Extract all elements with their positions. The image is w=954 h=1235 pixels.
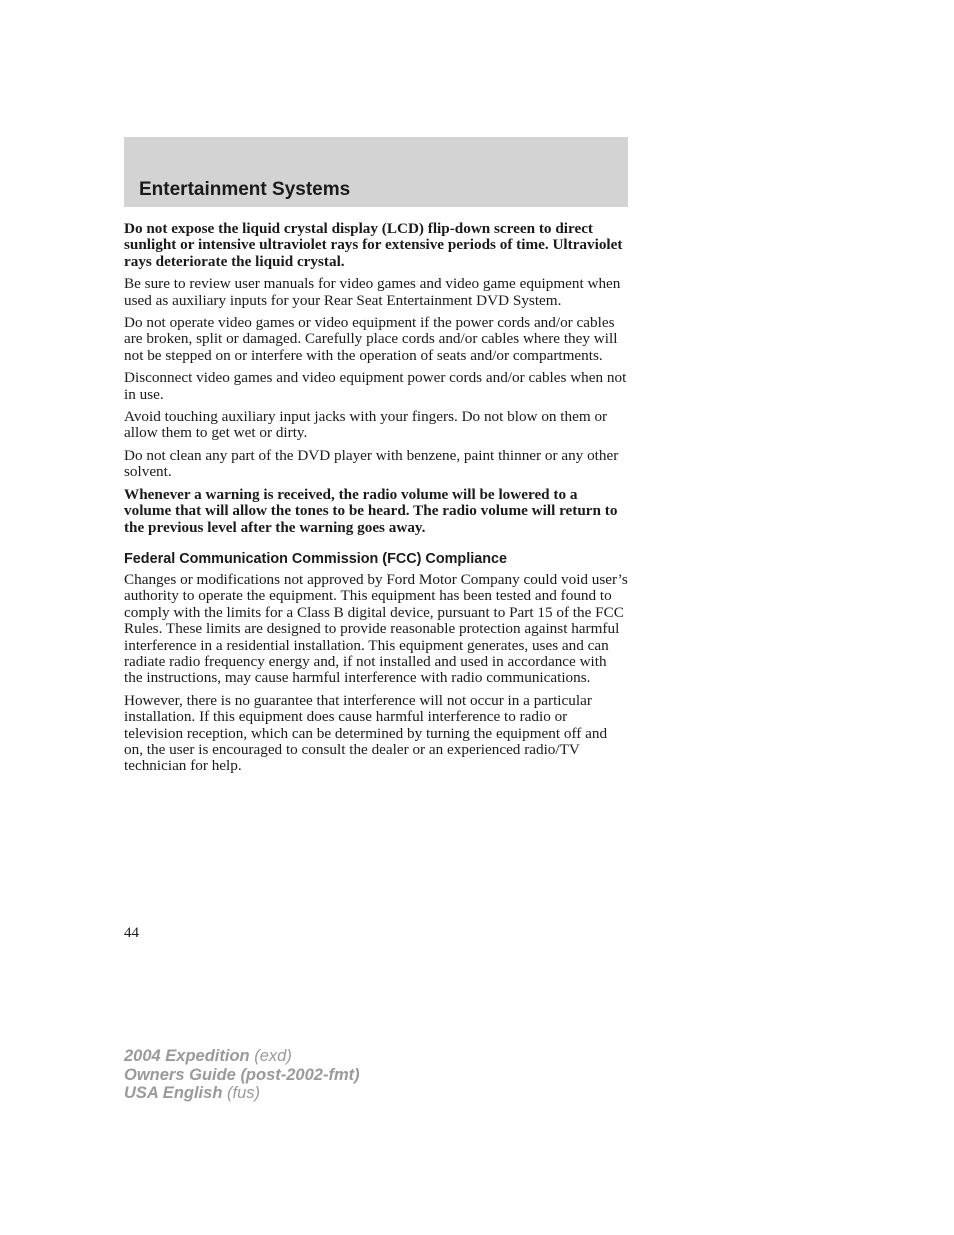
cleaning-paragraph: Do not clean any part of the DVD player with benzene, paint thinner or any other solvent. bbox=[124, 446, 619, 481]
input-jacks-paragraph: Avoid touching auxiliary input jacks with your fingers. Do not blow on them or allow them to get wet or dirty. bbox=[124, 408, 608, 442]
footer-language: USA English bbox=[124, 1084, 223, 1102]
footer-model: 2004 Expedition bbox=[124, 1047, 250, 1065]
fcc-heading: Federal Communication Commission (FCC) Compliance bbox=[124, 550, 507, 567]
user-manuals-paragraph: Be sure to review user manuals for video games and video game equipment when used as auxiliary inputs for your Rear Seat Entertainment DVD System. bbox=[124, 275, 621, 309]
footer-model-code: (exd) bbox=[254, 1047, 292, 1065]
footer-guide: Owners Guide (post-2002-fmt) bbox=[124, 1065, 360, 1084]
radio-volume-warning-paragraph: Whenever a warning is received, the radio volume will be lowered to a volume that will allow the tones to be heard. The radio volume will return to the previous level after the warning goes away. bbox=[124, 485, 618, 536]
disconnect-paragraph: Disconnect video games and video equipment power cords and/or cables when not in use. bbox=[124, 369, 627, 403]
lcd-warning-paragraph: Do not expose the liquid crystal display (LCD) flip-down screen to direct sunlight or intensive ultraviolet rays for extensive periods of time. Ultraviolet rays deteriorate the liquid crystal. bbox=[124, 220, 623, 270]
fcc-paragraph-2: However, there is no guarantee that interference will not occur in a particular installation. If this equipment does cause harmful interference to radio or television reception, which can be determined by turning the equipment off and on, the user is encouraged to consult the dealer or an experienced radio/TV technician for help. bbox=[124, 691, 608, 775]
page-content bbox=[124, 221, 628, 781]
section-title: Entertainment Systems bbox=[139, 179, 351, 200]
fcc-paragraph-1: Changes or modifications not approved by Ford Motor Company could void user’s authority to operate the equipment. This equipment has been tested and found to comply with the limits for a Class B digital device, pursuant to Part 15 of the FCC Rules. These limits are designed to provide reasonable protection against harmful interference in a residential installation. This equipment generates, uses and can radiate radio frequency energy and, if not installed and used in accordance with the instructions, may cause harmful interference with radio communications. bbox=[124, 570, 628, 687]
section-header-band bbox=[124, 137, 628, 207]
footer-line-1 bbox=[124, 1047, 360, 1066]
damaged-cords-paragraph: Do not operate video games or video equipment if the power cords and/or cables are broken, split or damaged. Carefully place cords and/or cables where they will not be stepped on or interfere with the operation of seats and/or compartments. bbox=[124, 314, 618, 364]
page-number: 44 bbox=[124, 925, 139, 941]
footer-line-3 bbox=[124, 1084, 360, 1103]
document-footer bbox=[124, 1047, 360, 1103]
footer-language-code: (fus) bbox=[227, 1084, 260, 1102]
